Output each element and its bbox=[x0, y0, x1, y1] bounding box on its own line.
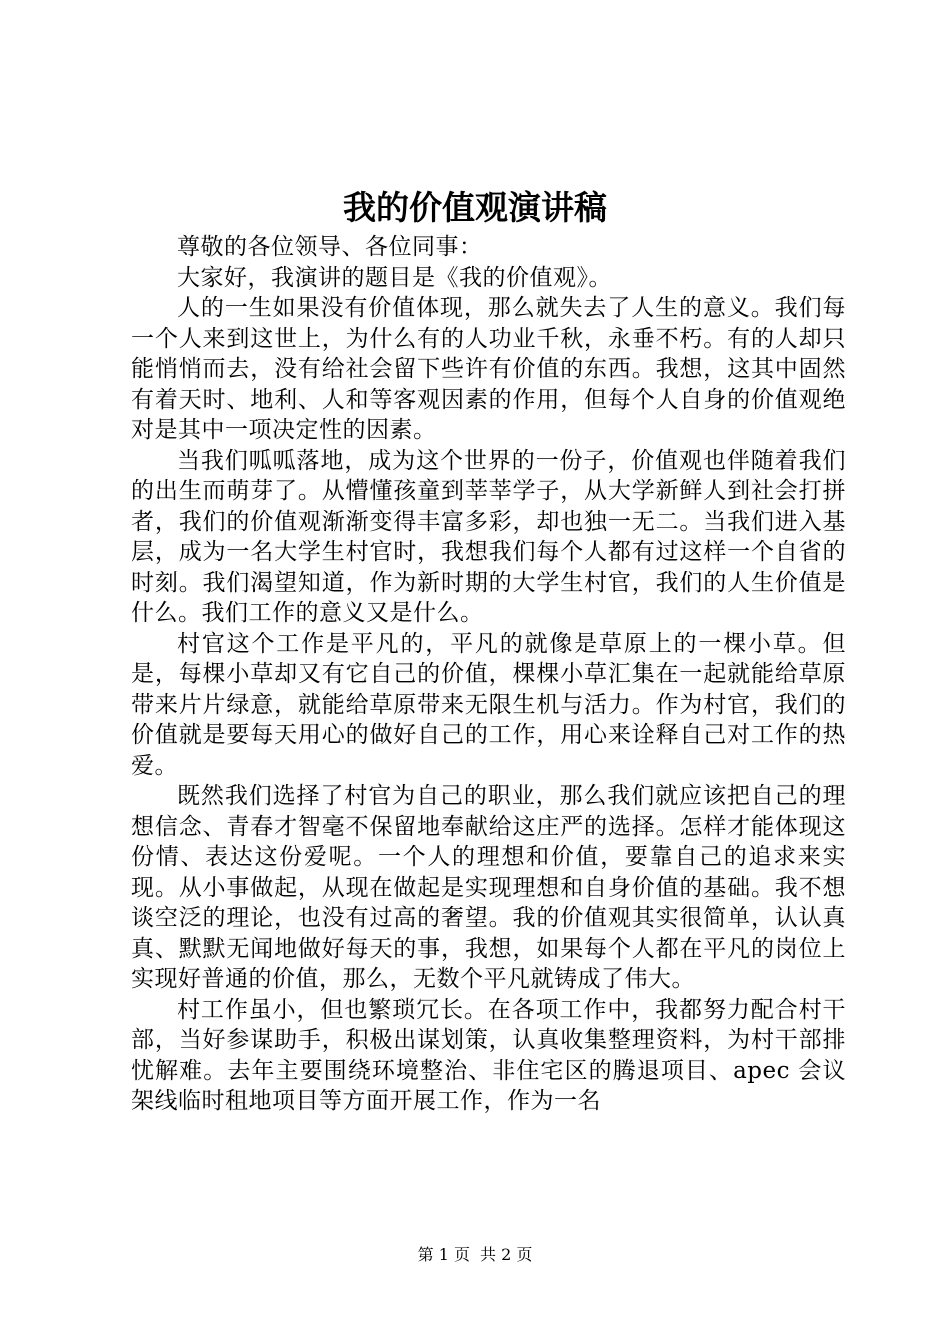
page-total: 共 2 页 bbox=[480, 1245, 533, 1264]
paragraph: 村官这个工作是平凡的，平凡的就像是草原上的一棵小草。但是，每棵小草却又有它自己的价值，棵棵小草汇集在一起就能给草原带来片片绿意，就能给草原带来无限生机与活力。作为村官，我们的价值就是要每天用心的做好自己的工作，用心来诠释自己对工作的热爱。 bbox=[131, 630, 846, 779]
paragraph: 村工作虽小，但也繁琐冗长。在各项工作中，我都努力配合村干部，当好参谋助手，积极出谋划策，认真收集整理资料，为村干部排忧解难。去年主要围绕环境整治、非住宅区的腾退项目、apec 会议架线临时租地项目等方面开展工作，作为一名 bbox=[131, 996, 846, 1114]
paragraph-greeting: 大家好，我演讲的题目是《我的价值观》。 bbox=[177, 264, 612, 291]
page-footer bbox=[0, 1245, 950, 1265]
document-body bbox=[131, 232, 846, 1117]
page-number: 第 1 页 bbox=[417, 1245, 470, 1264]
paragraph: 当我们呱呱落地，成为这个世界的一份子，价值观也伴随着我们的出生而萌芽了。从懵懂孩童到莘莘学子，从大学新鲜人到社会打拼者，我们的价值观渐渐变得丰富多彩，却也独一无二。当我们进入基层，成为一名大学生村官时，我想我们每个人都有过这样一个自省的时刻。我们渴望知道，作为新时期的大学生村官，我们的人生价值是什么。我们工作的意义又是什么。 bbox=[131, 447, 846, 626]
document-title: 我的价值观演讲稿 bbox=[343, 188, 607, 227]
paragraph-salutation: 尊敬的各位领导、各位同事： bbox=[177, 234, 483, 260]
paragraph: 既然我们选择了村官为自己的职业，那么我们就应该把自己的理想信念、青春才智毫不保留地奉献给这庄严的选择。怎样才能体现这份情、表达这份爱呢。一个人的理想和价值，要靠自己的追求来实现。从小事做起，从现在做起是实现理想和自身价值的基础。我不想谈空泛的理论，也没有过高的奢望。我的价值观其实很简单，认认真真、默默无闻地做好每天的事，我想，如果每个人都在平凡的岗位上实现好普通的价值，那么，无数个平凡就铸成了伟大。 bbox=[131, 783, 846, 992]
paragraph: 人的一生如果没有价值体现，那么就失去了人生的意义。我们每一个人来到这世上，为什么有的人功业千秋，永垂不朽。有的人却只能悄悄而去，没有给社会留下些许有价值的东西。我想，这其中固然有着天时、地利、人和等客观因素的作用，但每个人自身的价值观绝对是其中一项决定性的因素。 bbox=[131, 295, 846, 443]
